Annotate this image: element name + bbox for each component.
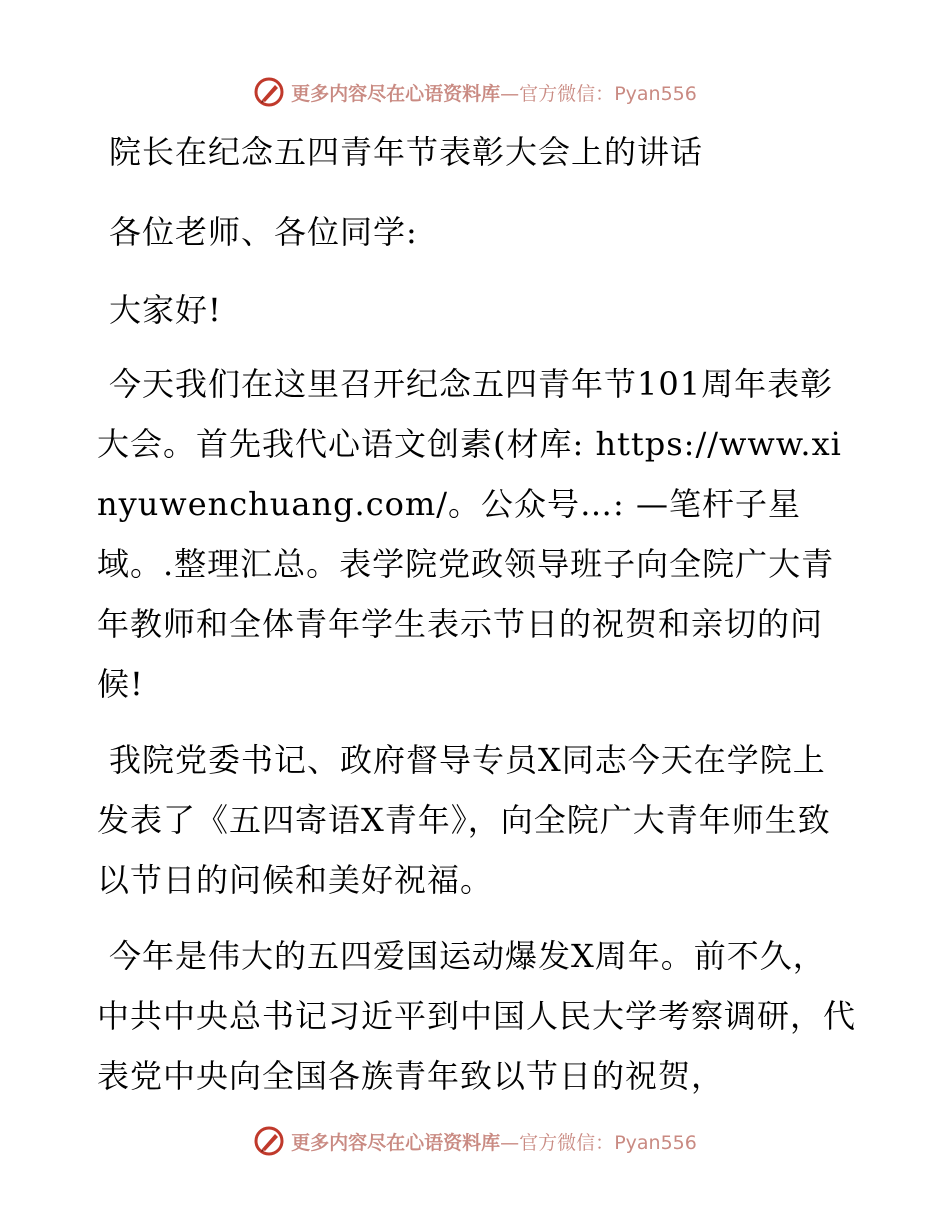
watermark-wechat-id: Pyan556 (614, 82, 697, 105)
watermark-separator: — (500, 1131, 520, 1154)
watermark-sub-text: 官方微信： (519, 1131, 615, 1154)
watermark-text (291, 1128, 697, 1155)
watermark-main-text: 更多内容尽在心语资料库 (291, 82, 501, 105)
watermark-main-text: 更多内容尽在心语资料库 (291, 1131, 501, 1154)
greeting-line: 各位老师、各位同学: (109, 213, 418, 251)
hello-line: 大家好! (109, 291, 222, 329)
body-paragraph-1: 今天我们在这里召开纪念五四青年节101周年表彰大会。首先我代心语文创素(材库: https://www.xinyuwenchuang.com/。公众号…: —笔杆子星域。.整理汇总。表学院党政领导班子向全院广大青年教师和全体青年学生表示节日的祝贺和亲切的问候! (97, 365, 842, 703)
watermark-sub-text: 官方微信： (519, 82, 615, 105)
watermark-separator: — (500, 82, 520, 105)
header-watermark (0, 72, 950, 112)
pen-logo-icon (253, 1125, 285, 1157)
document-body (97, 122, 857, 1122)
document-title: 院长在纪念五四青年节表彰大会上的讲话 (109, 133, 704, 171)
footer-watermark (0, 1121, 950, 1161)
pen-logo-icon (253, 76, 285, 108)
watermark-wechat-id: Pyan556 (614, 1131, 697, 1154)
body-paragraph-2: 我院党委书记、政府督导专员X同志今天在学院上发表了《五四寄语X青年》，向全院广大青年师生致以节日的问候和美好祝福。 (97, 741, 831, 899)
watermark-text (291, 79, 697, 106)
body-paragraph-3: 今年是伟大的五四爱国运动爆发X周年。前不久，中共中央总书记习近平到中国人民大学考察调研，代表党中央向全国各族青年致以节日的祝贺， (97, 937, 857, 1095)
